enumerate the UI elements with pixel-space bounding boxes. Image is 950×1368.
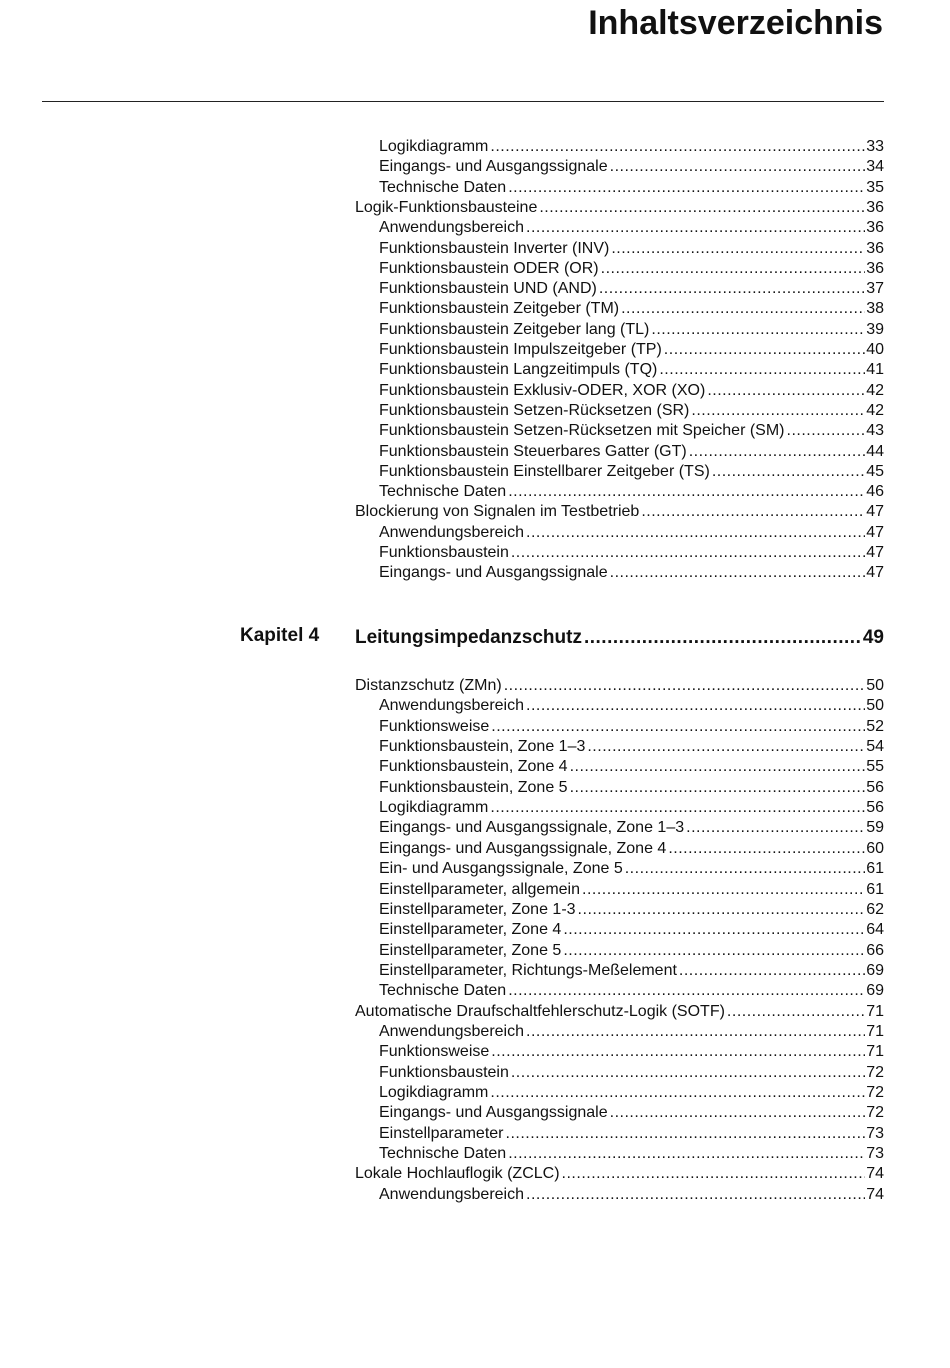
dot-leader — [562, 1164, 866, 1184]
toc-entry-page-number: 36 — [866, 198, 884, 216]
dot-leader — [582, 880, 865, 900]
toc-entry-page-number: 64 — [866, 921, 884, 939]
toc-entry-title: Funktionsbaustein Zeitgeber (TM) — [379, 300, 620, 318]
toc-subsection-entry[interactable] — [379, 340, 884, 360]
toc-entry-title: Funktionsbaustein — [379, 544, 509, 561]
toc-entry-page-number: 43 — [866, 422, 884, 440]
toc-entry-title: Lokale Hochlauflogik (ZCLC) — [355, 1165, 560, 1183]
dot-leader — [651, 320, 865, 340]
toc-subsection-entry[interactable] — [379, 442, 884, 462]
toc-entry-page-number: 60 — [866, 839, 884, 857]
dot-leader — [641, 502, 865, 522]
toc-entry-title: Funktionsbaustein — [379, 1063, 509, 1081]
toc-subsection-entry[interactable] — [379, 737, 884, 757]
dot-leader — [508, 981, 865, 1001]
dot-leader — [526, 1022, 865, 1042]
toc-entry-title: Funktionsbaustein Setzen-Rücksetzen mit Speicher (SM) — [379, 422, 785, 440]
dot-leader — [679, 961, 865, 981]
toc-entry-title: Distanzschutz (ZMn) — [355, 677, 502, 694]
toc-entry-page-number: 71 — [866, 1002, 884, 1020]
toc-subsection-entry[interactable] — [379, 462, 884, 482]
toc-entry-title: Eingangs- und Ausgangssignale — [379, 1104, 608, 1122]
toc-subsection-entry[interactable] — [379, 320, 884, 340]
toc-entry-title: Funktionsbaustein Zeitgeber lang (TL) — [379, 320, 650, 338]
toc-subsection-entry[interactable] — [379, 1185, 884, 1205]
toc-entry-page-number: 47 — [866, 523, 884, 541]
toc-subsection-entry[interactable] — [379, 981, 884, 1001]
toc-subsection-entry[interactable] — [379, 1144, 884, 1164]
toc-section-entry[interactable] — [355, 676, 884, 696]
toc-subsection-entry[interactable] — [379, 920, 884, 940]
dot-leader — [659, 360, 865, 380]
toc-subsection-entry[interactable] — [379, 421, 884, 441]
toc-entry-page-number: 74 — [866, 1165, 884, 1183]
toc-entry-title: Logikdiagramm — [379, 799, 489, 817]
chapter-entry[interactable] — [355, 625, 884, 651]
toc-subsection-entry[interactable] — [379, 178, 884, 198]
dot-leader — [584, 625, 862, 651]
toc-entry-page-number: 40 — [866, 341, 884, 358]
toc-entry-page-number: 37 — [866, 280, 884, 298]
toc-entry-page-number: 36 — [866, 239, 884, 257]
toc-subsection-entry[interactable] — [379, 563, 884, 583]
toc-entry-page-number: 72 — [866, 1063, 884, 1081]
toc-entry-page-number: 50 — [866, 677, 884, 694]
dot-leader — [526, 696, 865, 716]
toc-entry-page-number: 69 — [866, 982, 884, 1000]
dot-leader — [526, 1185, 865, 1205]
toc-subsection-entry[interactable] — [379, 880, 884, 900]
toc-entry-page-number: 61 — [866, 880, 884, 898]
dot-leader — [668, 839, 865, 859]
toc-entry-page-number: 44 — [866, 442, 884, 460]
toc-entry-page-number: 72 — [866, 1084, 884, 1101]
toc-subsection-entry[interactable] — [379, 757, 884, 777]
toc-entry-title: Einstellparameter, allgemein — [379, 880, 580, 898]
toc-entry-title: Funktionsbaustein Impulszeitgeber (TP) — [379, 341, 662, 358]
dot-leader — [691, 401, 865, 421]
dot-leader — [490, 798, 865, 818]
dot-leader — [511, 1063, 865, 1083]
dot-leader — [526, 218, 865, 238]
toc-entry-page-number: 47 — [866, 564, 884, 582]
toc-entry-page-number: 42 — [866, 381, 884, 399]
toc-entry-page-number: 45 — [866, 462, 884, 480]
toc-entry-page-number: 74 — [866, 1185, 884, 1203]
toc-entry-title: Funktionsbaustein Steuerbares Gatter (GT) — [379, 442, 687, 460]
toc-entry-page-number: 36 — [866, 219, 884, 237]
toc-entry-title: Eingangs- und Ausgangssignale, Zone 1–3 — [379, 819, 685, 837]
toc-section-entry[interactable] — [355, 502, 884, 522]
toc-entry-title: Einstellparameter, Zone 4 — [379, 921, 562, 939]
dot-leader — [610, 1103, 866, 1123]
toc-section-entry[interactable] — [355, 1164, 884, 1184]
toc-entry-title: Einstellparameter — [379, 1124, 504, 1142]
toc-entry-page-number: 56 — [866, 799, 884, 817]
toc-entry-title: Technische Daten — [379, 178, 507, 196]
toc-entry-title: Technische Daten — [379, 483, 507, 501]
toc-entry-title: Ein- und Ausgangssignale, Zone 5 — [379, 860, 623, 878]
dot-leader — [578, 900, 866, 920]
toc-subsection-entry[interactable] — [379, 381, 884, 401]
toc-entry-title: Einstellparameter, Zone 5 — [379, 941, 562, 959]
toc-subsection-entry[interactable] — [379, 482, 884, 502]
toc-subsection-entry[interactable] — [379, 941, 884, 961]
toc-entry-title: Funktionsbaustein Inverter (INV) — [379, 239, 610, 257]
toc-entry-page-number: 41 — [866, 361, 884, 379]
toc-entry-title: Anwendungsbereich — [379, 1185, 524, 1203]
toc-entry-title: Einstellparameter, Richtungs-Meßelement — [379, 961, 677, 979]
toc-entry-title: Einstellparameter, Zone 1-3 — [379, 900, 576, 918]
toc-section-entry[interactable] — [355, 198, 884, 218]
toc-subsection-entry[interactable] — [379, 1124, 884, 1144]
toc-entry-title: Funktionsweise — [379, 717, 490, 735]
dot-leader — [491, 717, 865, 737]
toc-entry-page-number: 66 — [866, 941, 884, 959]
toc-entry-title: Logik-Funktionsbausteine — [355, 198, 538, 216]
toc-subsection-entry[interactable] — [379, 523, 884, 543]
toc-subsection-entry[interactable] — [379, 239, 884, 259]
toc-section-entry[interactable] — [355, 1002, 884, 1022]
toc-entry-page-number: 34 — [866, 158, 884, 176]
dot-leader — [570, 757, 866, 777]
dot-leader — [601, 259, 866, 279]
toc-subsection-entry[interactable] — [379, 157, 884, 177]
toc-subsection-entry[interactable] — [379, 717, 884, 737]
toc-entry-title: Eingangs- und Ausgangssignale — [379, 158, 608, 176]
dot-leader — [504, 676, 866, 696]
dot-leader — [511, 543, 865, 563]
toc-subsection-entry[interactable] — [379, 259, 884, 279]
dot-leader — [490, 1083, 865, 1103]
toc-subsection-entry[interactable] — [379, 1042, 884, 1062]
dot-leader — [621, 299, 865, 319]
toc-subsection-entry[interactable] — [379, 543, 884, 563]
toc-entry-page-number: 46 — [866, 483, 884, 501]
toc-entry-page-number: 38 — [866, 300, 884, 318]
toc-entry-page-number: 50 — [866, 697, 884, 715]
toc-entry-title: Automatische Draufschaltfehlerschutz-Logik (SOTF) — [355, 1002, 725, 1020]
chapter-title: Leitungsimpedanzschutz — [355, 627, 582, 648]
toc-entry-page-number: 47 — [866, 544, 884, 561]
dot-leader — [563, 941, 865, 961]
toc-entry-page-number: 71 — [866, 1043, 884, 1061]
dot-leader — [787, 421, 866, 441]
dot-leader — [707, 381, 865, 401]
toc-subsection-entry[interactable] — [379, 1103, 884, 1123]
dot-leader — [490, 137, 865, 157]
toc-subsection-entry[interactable] — [379, 360, 884, 380]
toc-entry-title: Anwendungsbereich — [379, 523, 524, 541]
toc-entry-title: Funktionsweise — [379, 1043, 490, 1061]
toc-entry-page-number: 73 — [866, 1124, 884, 1142]
toc-entry-page-number: 47 — [866, 503, 884, 521]
toc-entry-title: Funktionsbaustein Langzeitimpuls (TQ) — [379, 361, 658, 379]
chapter-page-number: 49 — [862, 627, 884, 648]
toc-entry-title: Anwendungsbereich — [379, 697, 524, 715]
dot-leader — [526, 523, 865, 543]
toc-entry-page-number: 61 — [866, 860, 884, 878]
dot-leader — [611, 239, 865, 259]
dot-leader — [491, 1042, 865, 1062]
dot-leader — [610, 157, 866, 177]
toc-entry-title: Logikdiagramm — [379, 138, 489, 155]
toc-entry-title: Funktionsbaustein, Zone 1–3 — [379, 738, 586, 756]
toc-entry-page-number: 55 — [866, 758, 884, 776]
page-title: Inhaltsverzeichnis — [588, 4, 883, 42]
toc-entry-page-number: 71 — [866, 1022, 884, 1040]
dot-leader — [664, 340, 865, 360]
toc-entry-title: Technische Daten — [379, 1145, 507, 1163]
toc-entry-page-number: 36 — [866, 259, 884, 277]
toc-subsection-entry[interactable] — [379, 859, 884, 879]
toc-entry-title: Funktionsbaustein, Zone 5 — [379, 778, 568, 796]
toc-entry-title: Eingangs- und Ausgangssignale, Zone 4 — [379, 839, 667, 857]
header-divider — [42, 101, 884, 102]
dot-leader — [539, 198, 865, 218]
toc-entry-page-number: 56 — [866, 778, 884, 796]
toc-subsection-entry[interactable] — [379, 798, 884, 818]
toc-entry-page-number: 73 — [866, 1145, 884, 1163]
toc-entry-title: Logikdiagramm — [379, 1084, 489, 1101]
dot-leader — [508, 178, 865, 198]
dot-leader — [686, 818, 865, 838]
toc-subsection-entry[interactable] — [379, 818, 884, 838]
toc-subsection-entry[interactable] — [379, 1022, 884, 1042]
toc-entry-page-number: 52 — [866, 717, 884, 735]
toc-subsection-entry[interactable] — [379, 1083, 884, 1103]
toc-subsection-entry[interactable] — [379, 696, 884, 716]
dot-leader — [508, 1144, 865, 1164]
dot-leader — [689, 442, 866, 462]
toc-subsection-entry[interactable] — [379, 961, 884, 981]
dot-leader — [712, 462, 865, 482]
toc-entry-title: Anwendungsbereich — [379, 1022, 524, 1040]
toc-entry-title: Technische Daten — [379, 982, 507, 1000]
toc-entry-page-number: 42 — [866, 401, 884, 419]
toc-entry-title: Funktionsbaustein, Zone 4 — [379, 758, 568, 776]
toc-entry-title: Funktionsbaustein Einstellbarer Zeitgeber (TS) — [379, 462, 710, 480]
toc-entry-page-number: 35 — [866, 178, 884, 196]
dot-leader — [508, 482, 865, 502]
toc-entry-page-number: 33 — [866, 138, 884, 155]
dot-leader — [587, 737, 865, 757]
toc-subsection-entry[interactable] — [379, 218, 884, 238]
toc-entry-title: Blockierung von Signalen im Testbetrieb — [355, 503, 640, 521]
toc-subsection-entry[interactable] — [379, 279, 884, 299]
toc-entry-page-number: 59 — [866, 819, 884, 837]
toc-entry-title: Funktionsbaustein UND (AND) — [379, 280, 597, 298]
toc-entry-title: Funktionsbaustein Setzen-Rücksetzen (SR) — [379, 401, 690, 419]
toc-subsection-entry[interactable] — [379, 299, 884, 319]
toc-entry-page-number: 72 — [866, 1104, 884, 1122]
toc-entry-page-number: 39 — [866, 320, 884, 338]
dot-leader — [506, 1124, 866, 1144]
toc-subsection-entry[interactable] — [379, 839, 884, 859]
toc-subsection-entry[interactable] — [379, 1063, 884, 1083]
dot-leader — [625, 859, 865, 879]
chapter-heading[interactable] — [0, 625, 950, 651]
dot-leader — [610, 563, 866, 583]
toc-subsection-entry[interactable] — [379, 401, 884, 421]
toc-entry-page-number: 69 — [866, 961, 884, 979]
dot-leader — [570, 778, 866, 798]
dot-leader — [563, 920, 865, 940]
toc-entry-title: Funktionsbaustein ODER (OR) — [379, 259, 599, 277]
dot-leader — [599, 279, 865, 299]
dot-leader — [727, 1002, 865, 1022]
toc-entry-title: Eingangs- und Ausgangssignale — [379, 564, 608, 582]
toc-subsection-entry[interactable] — [379, 900, 884, 920]
toc-entry-page-number: 62 — [866, 900, 884, 918]
toc-entry-title: Funktionsbaustein Exklusiv-ODER, XOR (XO) — [379, 381, 706, 399]
toc-subsection-entry[interactable] — [379, 137, 884, 157]
toc-entry-title: Anwendungsbereich — [379, 219, 524, 237]
chapter-label: Kapitel 4 — [240, 625, 320, 646]
toc-subsection-entry[interactable] — [379, 778, 884, 798]
toc-entry-page-number: 54 — [866, 738, 884, 756]
